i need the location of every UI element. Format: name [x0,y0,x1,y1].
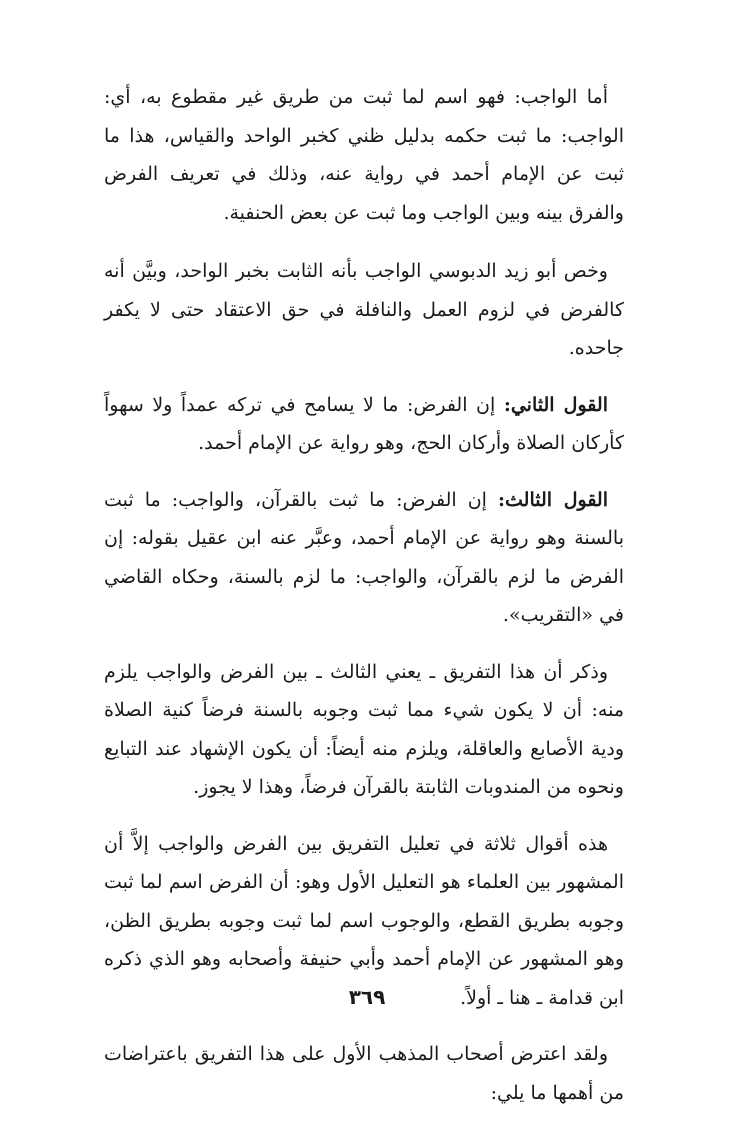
paragraph-consequence [104,653,624,807]
paragraph-text: هذه أقوال ثلاثة في تعليل التفريق بين الفرض والواجب إلاَّ أن المشهور بين العلماء هو التعليل الأول وهو: أن الفرض اسم لما ثبت وجوبه بطريق القطع، والوجوب اسم لما ثبت وجوبه بطريق الظن، وهو المشهور عن الإمام أحمد وأبي حنيفة وأصحابه وهو الذي ذكره ابن قدامة ـ هنا ـ أولاً. [104,832,624,1009]
paragraph-lead: القول الثاني: [503,393,608,416]
paragraph-text: ولقد اعترض أصحاب المذهب الأول على هذا التفريق باعتراضات من أهمها ما يلي: [104,1043,624,1104]
paragraph-objections [104,1035,624,1112]
paragraph-third-opinion [104,481,624,635]
paragraph-text: أما الواجب: فهو اسم لما ثبت من طريق غير مقطوع به، أي: الواجب: ما ثبت حكمه بدليل ظني كخبر الواحد والقياس، هذا ما ثبت عن الإمام أحمد في رواية عنه، وذلك في تعريف الفرض والفرق بينه وبين الواجب وما ثبت عن بعض الحنفية. [104,86,624,224]
paragraph-lead: القول الثالث: [498,488,609,511]
paragraph-second-opinion [104,386,624,463]
paragraph-text: إن الفرض: ما ثبت بالقرآن، والواجب: ما ثبت بالسنة وهو رواية عن الإمام أحمد، وعبَّر عنه ابن عقيل بقوله: إن الفرض ما لزم بالقرآن، والواجب: ما لزم بالسنة، وحكاه القاضي في «التقريب». [104,488,624,626]
paragraph-text: وخص أبو زيد الدبوسي الواجب بأنه الثابت بخبر الواحد، وبيَّن أنه كالفرض في لزوم العمل والنافلة في حق الاعتقاد حتى لا يكفر جاحده. [104,260,624,359]
paragraph-text: إن الفرض: ما لا يسامح في تركه عمداً ولا سهواً كأركان الصلاة وأركان الحج، وهو رواية عن الإمام أحمد. [104,393,624,454]
page-body [104,78,624,1130]
paragraph-wajib-definition [104,78,624,232]
page-number: ٣٦٩ [348,985,386,1009]
paragraph-dabusi [104,252,624,368]
paragraph-text: وذكر أن هذا التفريق ـ يعني الثالث ـ بين الفرض والواجب يلزم منه: أن لا يكون شيء مما ثبت وجوبه بالسنة فرضاً كنية الصلاة ودية الأصابع والعاقلة، ويلزم منه أيضاً: أن يكون الإشهاد عند التبايع ونحوه من المندوبات الثابتة بالقرآن فرضاً، وهذا لا يجوز. [104,660,624,798]
